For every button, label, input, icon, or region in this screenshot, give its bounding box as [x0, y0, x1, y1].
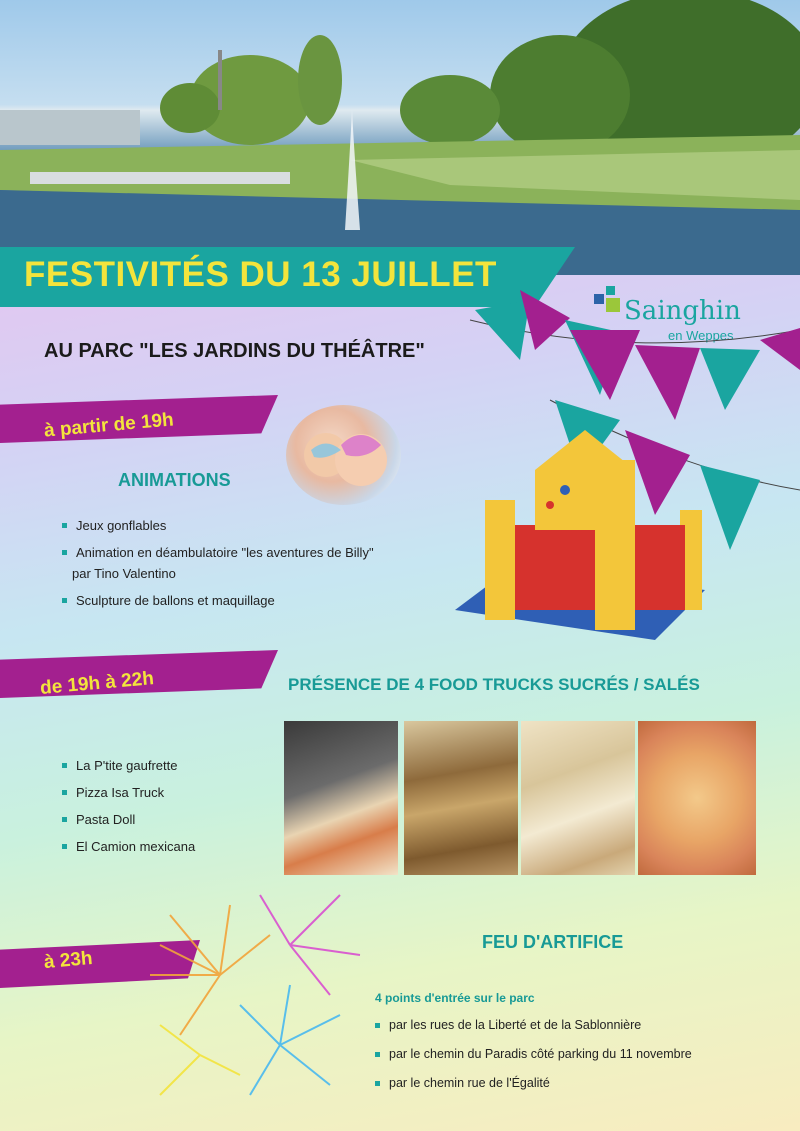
- page-subtitle: AU PARC "LES JARDINS DU THÉÂTRE": [44, 340, 425, 362]
- list-item: El Camion mexicana: [62, 838, 195, 855]
- list-item: par le chemin du Paradis côté parking du 11 novembre: [375, 1046, 692, 1063]
- time-label-2: de 19h à 22h: [39, 668, 155, 699]
- food-trucks-heading: PRÉSENCE DE 4 FOOD TRUCKS SUCRÉS / SALÉS: [288, 675, 700, 694]
- animations-heading: ANIMATIONS: [118, 470, 231, 490]
- pasta-photo: [521, 721, 635, 875]
- wrap-photo: [284, 721, 398, 875]
- entry-points-list: [375, 1017, 692, 1102]
- entry-points-intro: 4 points d'entrée sur le parc: [375, 991, 535, 1005]
- list-item: Animation en déambulatoire "les aventures de Billy": [62, 544, 374, 561]
- fireworks-image: [140, 875, 380, 1115]
- list-item: La P'tite gaufrette: [62, 757, 195, 774]
- list-item: par le chemin rue de l'Égalité: [375, 1075, 692, 1092]
- kids-face-paint-photo: [286, 405, 401, 505]
- logo-sub: en Weppes: [668, 328, 734, 343]
- page-title: FESTIVITÉS DU 13 JUILLET: [24, 255, 497, 294]
- pizza-photo: [638, 721, 756, 875]
- animations-list: [62, 517, 374, 619]
- park-photo: [0, 0, 800, 275]
- list-item: Pizza Isa Truck: [62, 784, 195, 801]
- list-item: Pasta Doll: [62, 811, 195, 828]
- list-item: Jeux gonflables: [62, 517, 374, 534]
- list-item: Sculpture de ballons et maquillage: [62, 592, 374, 609]
- food-trucks-list: [62, 757, 195, 865]
- bouncy-castle-image: [455, 430, 705, 650]
- fireworks-heading: FEU D'ARTIFICE: [482, 932, 624, 952]
- list-item: par Tino Valentino: [72, 566, 176, 581]
- time-label-1: à partir de 19h: [43, 409, 175, 442]
- logo-name: Sainghin: [624, 296, 741, 326]
- list-item: par les rues de la Liberté et de la Sablonnière: [375, 1017, 692, 1034]
- waffle-photo: [404, 721, 518, 875]
- time-label-3: à 23h: [43, 947, 94, 974]
